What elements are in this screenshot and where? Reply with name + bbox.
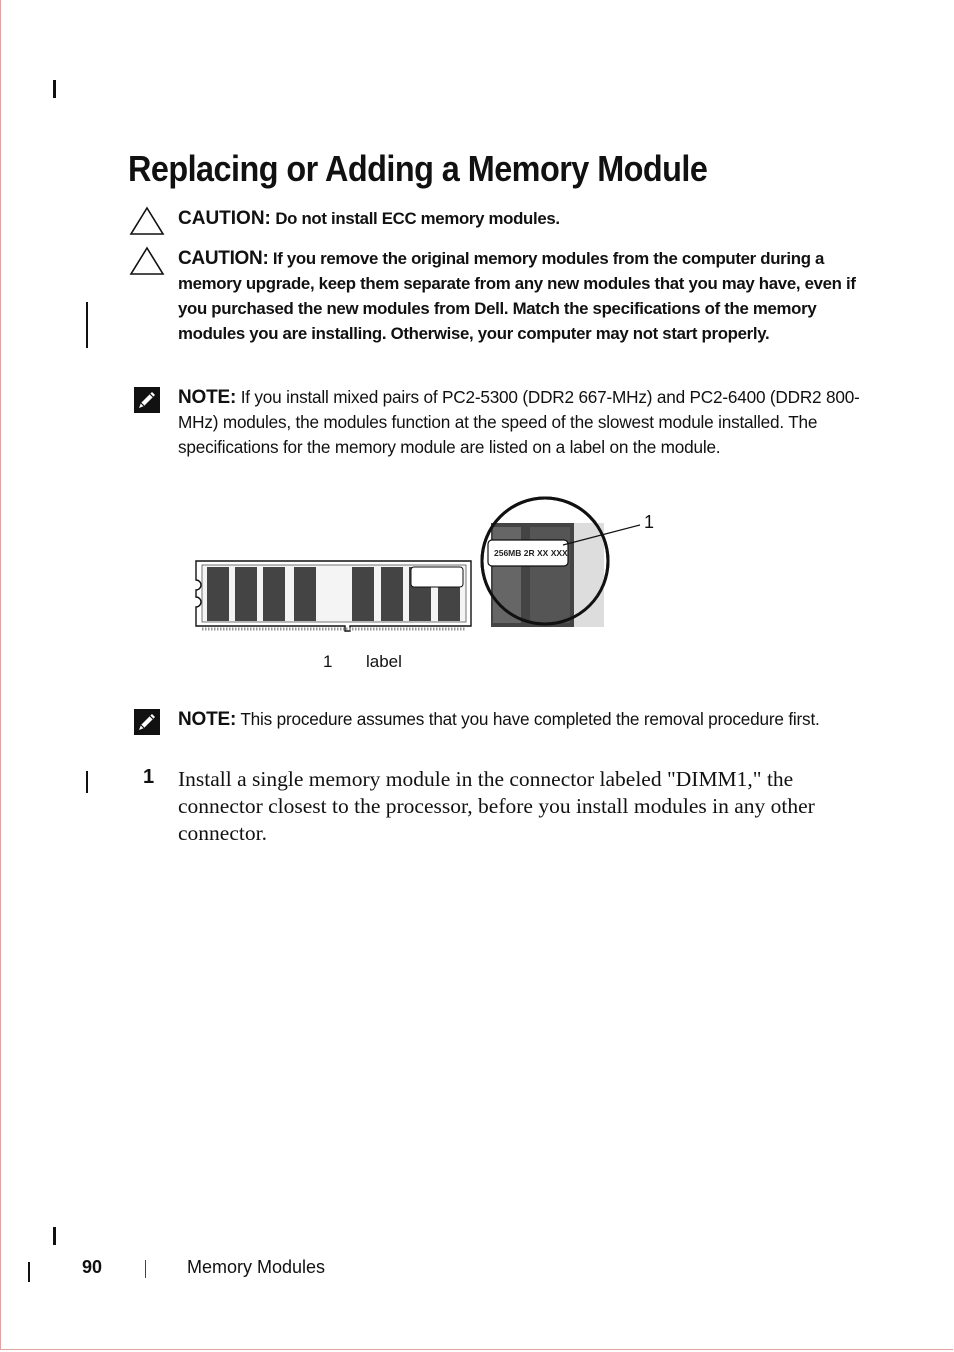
change-bar [28,1262,30,1282]
crop-mark-bottom [53,1227,56,1245]
caution-label: CAUTION: [178,248,269,269]
step-text: Install a single memory module in the connector labeled "DIMM1," the connector closest to the processor, before you install modules in any other connector. [178,767,815,845]
note-pencil-icon [133,708,161,736]
footer-divider [145,1260,146,1278]
note-label: NOTE: [178,387,237,408]
figure-callout-number: 1 [644,512,655,532]
module-label-text: 256MB 2R XX XXX [494,548,568,558]
note-label: NOTE: [178,709,237,730]
crop-mark-top [53,80,56,98]
step-number: 1 [143,766,155,788]
note-1 [178,385,868,460]
change-bar [86,302,88,348]
note-text: This procedure assumes that you have completed the removal procedure first. [240,709,820,729]
memory-module-illustration [196,561,471,631]
page-number: 90 [82,1257,103,1277]
caution-2 [178,246,868,346]
caution-triangle-icon [129,206,165,236]
caption-text: label [366,652,402,671]
caution-triangle-icon [129,246,165,276]
caption-number: 1 [323,652,333,671]
label-magnifier [482,498,608,627]
caution-label: CAUTION: [178,208,271,229]
note-2 [178,707,868,732]
note-pencil-icon [133,386,161,414]
caution-1 [178,206,868,231]
change-bar [86,771,88,793]
note-text: If you install mixed pairs of PC2-5300 (DDR2 667-MHz) and PC2-6400 (DDR2 800-MHz) modules, the modules function at the speed of the slowest module installed. The specifications for the memory module are listed on a label on the module. [178,387,860,457]
memory-module-figure [190,495,670,640]
caution-text: If you remove the original memory modules from the computer during a memory upgrade, keep them separate from any new modules that you may have, even if you purchased the new modules from Dell. Match the specifications of the memory modules you are installing. Otherwise, your computer may not start properly. [178,249,856,343]
page-title: Replacing or Adding a Memory Module [128,148,708,189]
footer-section-title: Memory Modules [187,1257,326,1277]
caution-text: Do not install ECC memory modules. [275,209,560,228]
